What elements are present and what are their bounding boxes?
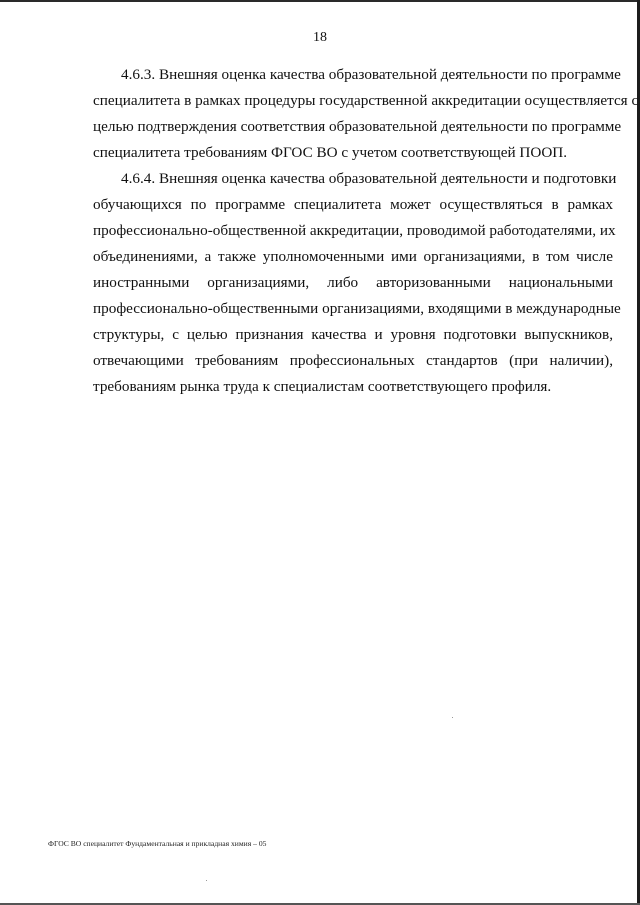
text-line: 4.6.4. Внешняя оценка качества образовательной деятельности и подготовки — [121, 170, 617, 187]
text-line: профессионально-общественными организациями, входящими в международные — [93, 300, 621, 317]
paragraph-4-6-4 — [65, 166, 621, 400]
scan-speck — [206, 880, 207, 881]
text-line: объединениями, а также уполномоченными ими организациями, в том числе — [93, 248, 613, 265]
text-line: отвечающими требованиям профессиональных стандартов (при наличии), — [93, 352, 613, 369]
page-number: 18 — [313, 30, 327, 45]
text-line: обучающихся по программе специалитета может осуществляться в рамках — [93, 196, 613, 213]
text-line: целью подтверждения соответствия образовательной деятельности по программе — [93, 118, 622, 135]
text-line: специалитета требованиям ФГОС ВО с учетом соответствующей ПООП. — [93, 144, 568, 161]
scan-speck — [452, 717, 453, 718]
text-line: иностранными организациями, либо авторизованными национальными — [93, 274, 613, 291]
text-line: 4.6.3. Внешняя оценка качества образовательной деятельности по программе — [121, 66, 621, 83]
document-body — [65, 62, 639, 400]
paragraph-4-6-3 — [65, 62, 639, 166]
scan-edge-top — [0, 0, 640, 2]
text-line: специалитета в рамках процедуры государственной аккредитации осуществляется с — [93, 92, 639, 109]
text-line: требованиям рынка труда к специалистам соответствующего профиля. — [93, 378, 552, 395]
text-line: структуры, с целью признания качества и уровня подготовки выпускников, — [93, 326, 613, 343]
footer-note: ФГОС ВО специалитет Фундаментальная и прикладная химия – 05 — [48, 839, 267, 848]
text-line: профессионально-общественной аккредитации, проводимой работодателями, их — [93, 222, 616, 239]
